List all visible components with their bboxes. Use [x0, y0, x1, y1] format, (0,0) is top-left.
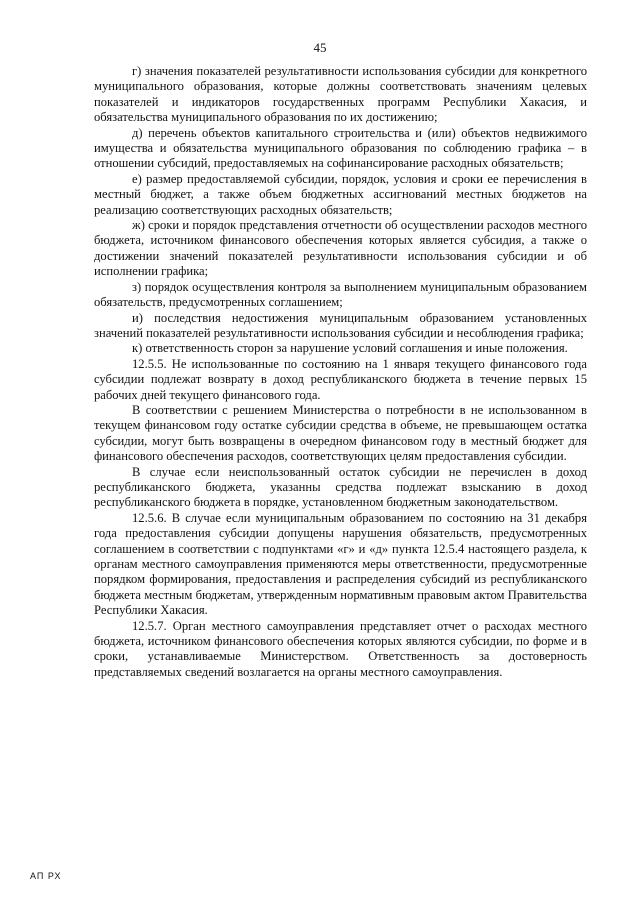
paragraph-item-d: д) перечень объектов капитального строительства и (или) объектов недвижимого имущества и обязательства муниципального образования по соблюдению графика – в отношении субсидий, предоставляемых на софинансирование расходных обязательств;: [94, 125, 587, 171]
paragraph-12-5-6: 12.5.6. В случае если муниципальным образованием по состоянию на 31 декабря года предоставления субсидии допущены нарушения обязательств, предусмотренных соглашением в соответствии с подпунктами «г» и «д» пункта 12.5.4 настоящего раздела, к органам местного самоуправления применяются меры ответственности, предусмотренные порядком формирования, предоставления и распределения субсидий из республиканского бюджета местным бюджетам, утвержденным нормативным правовым актом Правительства Республики Хакасия.: [94, 510, 587, 618]
paragraph-item-e: е) размер предоставляемой субсидии, порядок, условия и сроки ее перечисления в местный бюджет, а также объем бюджетных ассигнований местных бюджетов на реализацию соответствующих расходных обязательств;: [94, 171, 587, 217]
paragraph-item-i: и) последствия недостижения муниципальным образованием установленных значений показателей результативности использования субсидии и несоблюдения графика;: [94, 310, 587, 340]
document-body: [94, 64, 587, 680]
paragraph-12-5-7: 12.5.7. Орган местного самоуправления представляет отчет о расходах местного бюджета, источником финансового обеспечения которых являются субсидии, по форме и в сроки, устанавливаемые Министерством. Ответственность за достоверность представляемых сведений возлагается на органы местного самоуправления.: [94, 618, 587, 679]
paragraph-item-zh: ж) сроки и порядок представления отчетности об осуществлении расходов местного бюджета, источником финансового обеспечения которых является субсидия, а также о достижении значений показателей результативности использования субсидии и об исполнении графика;: [94, 218, 587, 279]
paragraph-item-k: к) ответственность сторон за нарушение условий соглашения и иные положения.: [132, 341, 568, 356]
paragraph-ministry-decision: В соответствии с решением Министерства о потребности в не использованном в текущем финансовом году остатке субсидии средства в объеме, не превышающем остатка субсидии, могут быть возвращены в очередном финансовом году в местный бюджет для финансового обеспечения расходов, соответствующих целям предоставления субсидии.: [94, 402, 587, 464]
footer-mark: АП РХ: [30, 871, 62, 881]
paragraph-item-z: з) порядок осуществления контроля за выполнением муниципальным образованием обязательств, предусмотренных соглашением;: [94, 279, 587, 310]
page-number: 45: [313, 40, 327, 55]
paragraph-unused-balance: В случае если неиспользованный остаток субсидии не перечислен в доход республиканского бюджета, указанны средства подлежат взысканию в доход республиканского бюджета в порядке, установленном бюджетным законодательством.: [94, 464, 587, 510]
paragraph-item-g: г) значения показателей результативности использования субсидии для конкретного муниципального образования, которые должны соответствовать значениям целевых показателей и индикаторов государственных программ Республики Хакасия, и обязательства муниципального образования по их достижению;: [94, 64, 587, 125]
paragraph-12-5-5: 12.5.5. Не использованные по состоянию на 1 января текущего финансового года субсидии подлежат возврату в доход республиканского бюджета в течение первых 15 рабочих дней текущего финансового года.: [94, 356, 587, 402]
